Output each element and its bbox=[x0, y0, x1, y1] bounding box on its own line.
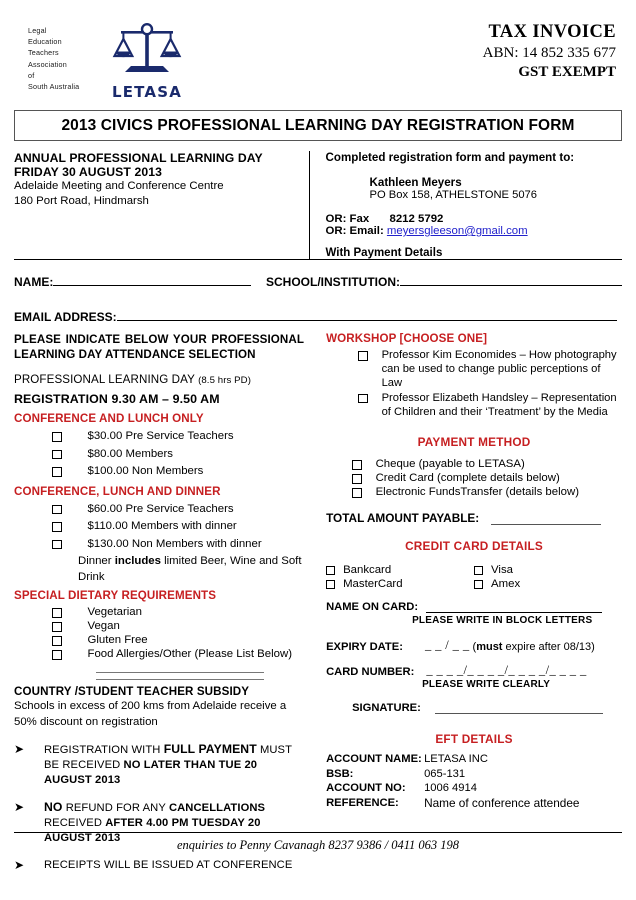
eft-row bbox=[326, 796, 622, 811]
eft-key: BSB: bbox=[326, 767, 354, 780]
total-amount-label: TOTAL AMOUNT PAYABLE: bbox=[326, 511, 480, 526]
card-types-right bbox=[474, 563, 622, 591]
card-type-row[interactable] bbox=[474, 577, 622, 591]
event-address: 180 Port Road, Hindmarsh bbox=[14, 195, 149, 207]
eft-key: ACCOUNT NAME: bbox=[326, 753, 422, 766]
expiry-note-close: ) bbox=[591, 641, 595, 654]
letasa-logo bbox=[108, 22, 186, 101]
lunch-only-heading: CONFERENCE AND LUNCH ONLY bbox=[14, 412, 204, 425]
condition-row bbox=[14, 742, 304, 788]
card-number-label: CARD NUMBER: bbox=[326, 666, 415, 679]
event-heading-1: ANNUAL PROFESSIONAL LEARNING DAY bbox=[14, 151, 263, 165]
checkbox-workshop-0[interactable] bbox=[358, 351, 368, 361]
checkbox-amex[interactable] bbox=[474, 580, 483, 589]
eft-heading: EFT DETAILS bbox=[435, 732, 513, 747]
card-type-label: Amex bbox=[491, 578, 521, 591]
condition-1-bold3: AFTER 4.00 PM TUESDAY 20 AUGUST 2013 bbox=[44, 817, 261, 844]
workshop-option-label: Professor Elizabeth Handsley – Representation of Children and their ‘Treatment’ by the Media bbox=[381, 391, 617, 418]
pd-line bbox=[14, 372, 304, 388]
card-type-label: Bankcard bbox=[343, 564, 392, 577]
brand-word-teachers: Teachers bbox=[28, 48, 59, 58]
name-input[interactable] bbox=[53, 274, 251, 286]
card-types-left bbox=[326, 563, 474, 591]
name-label: NAME: bbox=[14, 275, 54, 289]
payment-option-label: Electronic FundsTransfer (details below) bbox=[375, 486, 579, 499]
workshop-option-label: Professor Kim Economides – How photography can be used to change public perceptions of Law bbox=[381, 349, 617, 390]
abn-line bbox=[483, 45, 616, 62]
expiry-note-rest: expire after 08/13 bbox=[502, 641, 592, 654]
scales-of-justice-icon bbox=[111, 22, 183, 80]
event-details bbox=[14, 151, 309, 259]
expiry-date-row bbox=[326, 638, 622, 653]
checkbox-lunch-only-2[interactable] bbox=[52, 467, 62, 477]
brand-word-education: Education bbox=[28, 37, 62, 47]
name-school-row bbox=[14, 274, 622, 289]
checkbox-lunch-only-0[interactable] bbox=[52, 432, 62, 442]
attendance-instruction: PLEASE INDICATE BELOW YOUR PROFESSIONAL LEARNING DAY ATTENDANCE SELECTION bbox=[14, 333, 305, 361]
checkbox-dietary-1[interactable] bbox=[52, 622, 62, 632]
arrow-bullet-icon: ➤ bbox=[14, 800, 25, 814]
checkbox-visa[interactable] bbox=[474, 566, 483, 575]
payment-option-label: Credit Card (complete details below) bbox=[375, 472, 560, 485]
document-header bbox=[14, 22, 622, 106]
condition-0-bold1: FULL PAYMENT bbox=[163, 742, 257, 756]
card-type-row[interactable] bbox=[326, 563, 474, 577]
card-type-row[interactable] bbox=[326, 577, 474, 591]
association-name-words bbox=[28, 22, 92, 92]
email-link[interactable]: meyersgleeson@gmail.com bbox=[386, 225, 528, 237]
brand-word-association: Association bbox=[28, 59, 67, 69]
payment-option-label: Cheque (payable to LETASA) bbox=[375, 458, 525, 471]
condition-1-part3: RECEIVED bbox=[44, 817, 106, 829]
tax-invoice-block bbox=[483, 22, 622, 81]
subsidy-heading: COUNTRY /STUDENT TEACHER SUBSIDY bbox=[14, 685, 250, 698]
dietary-section-divider bbox=[96, 679, 264, 680]
lunch-dinner-heading: CONFERENCE, LUNCH AND DINNER bbox=[14, 484, 221, 498]
eft-row bbox=[326, 781, 622, 796]
checkbox-lunch-dinner-2[interactable] bbox=[52, 540, 62, 550]
arrow-bullet-icon: ➤ bbox=[14, 858, 25, 872]
workshop-heading: WORKSHOP [CHOOSE ONE] bbox=[326, 332, 488, 345]
logo-wordmark: LETASA bbox=[111, 83, 183, 101]
payment-method-heading: PAYMENT METHOD bbox=[417, 435, 531, 450]
letasa-branding bbox=[14, 22, 186, 101]
eft-value: Name of conference attendee bbox=[424, 795, 580, 810]
eft-key: ACCOUNT NO: bbox=[326, 782, 406, 795]
card-number-row bbox=[326, 663, 622, 678]
option-row[interactable] bbox=[14, 519, 304, 535]
condition-1-bold1: NO bbox=[44, 800, 63, 814]
workshop-option-row[interactable] bbox=[326, 391, 622, 419]
condition-1-part2: REFUND FOR ANY bbox=[62, 802, 169, 814]
dietary-row[interactable] bbox=[14, 647, 304, 661]
dietary-label: Vegan bbox=[87, 620, 120, 632]
registration-time: REGISTRATION 9.30 AM – 9.50 AM bbox=[14, 392, 220, 406]
fax-value: 8212 5792 bbox=[389, 213, 444, 225]
name-on-card-label: NAME ON CARD: bbox=[326, 601, 419, 614]
checkbox-dietary-2[interactable] bbox=[52, 636, 62, 646]
arrow-bullet-icon: ➤ bbox=[14, 742, 25, 756]
signature-label: SIGNATURE: bbox=[352, 702, 421, 715]
expiry-date-label: EXPIRY DATE: bbox=[326, 641, 403, 654]
applicant-fields bbox=[14, 274, 622, 324]
checkbox-bankcard[interactable] bbox=[326, 566, 335, 575]
condition-0-part2: MUST BE RECEIVED bbox=[44, 744, 292, 771]
dinner-note-pre: Dinner bbox=[78, 555, 115, 567]
write-clearly-note: PLEASE WRITE CLEARLY bbox=[422, 679, 551, 691]
total-amount-row bbox=[326, 511, 622, 525]
card-type-label: MasterCard bbox=[343, 578, 403, 591]
name-on-card-row bbox=[326, 601, 622, 613]
expiry-note-bold: must bbox=[476, 641, 503, 654]
school-input[interactable] bbox=[400, 274, 622, 286]
credit-card-heading: CREDIT CARD DETAILS bbox=[405, 539, 543, 554]
option-label: $30.00 Pre Service Teachers bbox=[87, 430, 234, 442]
eft-row bbox=[326, 767, 622, 782]
condition-0-part1: REGISTRATION WITH bbox=[44, 744, 164, 756]
checkbox-payment-1[interactable] bbox=[352, 474, 362, 484]
footer-enquiries: enquiries to Penny Cavanagh 8237 9386 / 0411 063 198 bbox=[176, 838, 460, 852]
contact-address: PO Box 158, ATHELSTONE 5076 bbox=[369, 189, 537, 201]
payment-option-row[interactable] bbox=[326, 471, 622, 485]
option-label: $60.00 Pre Service Teachers bbox=[87, 502, 234, 515]
email-label: OR: Email bbox=[325, 225, 380, 237]
card-number-input[interactable]: _ _ _ _/_ _ _ _/_ _ _ _/_ _ _ _ bbox=[426, 663, 587, 678]
section-rule-top bbox=[14, 259, 622, 260]
school-label: SCHOOL/INSTITUTION: bbox=[266, 275, 400, 289]
condition-0-bold2: NO LATER THAN TUE 20 AUGUST 2013 bbox=[44, 759, 258, 786]
abn-label: ABN: bbox=[482, 45, 519, 61]
option-row[interactable] bbox=[14, 429, 304, 445]
name-on-card-input[interactable] bbox=[426, 601, 602, 613]
checkbox-payment-0[interactable] bbox=[352, 460, 362, 470]
dinner-note-bold: includes bbox=[114, 555, 161, 567]
eft-value: LETASA INC bbox=[424, 753, 488, 766]
form-title-bar bbox=[14, 110, 622, 141]
checkbox-lunch-only-1[interactable] bbox=[52, 450, 62, 460]
workshop-payment-column bbox=[310, 332, 622, 873]
with-payment-details-note: With Payment Details bbox=[325, 247, 443, 259]
checkbox-lunch-dinner-0[interactable] bbox=[52, 505, 62, 515]
event-venue: Adelaide Meeting and Conference Centre bbox=[14, 180, 224, 192]
option-row[interactable] bbox=[14, 502, 304, 518]
expiry-note bbox=[473, 641, 595, 653]
dinner-inclusions-note bbox=[78, 554, 304, 585]
subsidy-text: Schools in excess of 200 kms from Adelaide receive a 50% discount on registration bbox=[14, 700, 287, 728]
checkbox-payment-2[interactable] bbox=[352, 488, 362, 498]
payment-option-row[interactable] bbox=[326, 457, 622, 471]
eft-details-table bbox=[326, 752, 622, 810]
dietary-label: Vegetarian bbox=[87, 606, 142, 618]
abn-value: 14 852 335 677 bbox=[522, 45, 616, 61]
option-row[interactable] bbox=[14, 447, 304, 463]
credit-card-types bbox=[326, 563, 622, 591]
expiry-note-open: ( bbox=[472, 641, 477, 654]
checkbox-mastercard[interactable] bbox=[326, 580, 335, 589]
option-row[interactable] bbox=[14, 464, 304, 480]
dietary-heading: SPECIAL DIETARY REQUIREMENTS bbox=[14, 589, 217, 602]
email-row bbox=[14, 309, 622, 324]
eft-value: 1006 4914 bbox=[424, 782, 477, 795]
eft-key: REFERENCE: bbox=[326, 796, 399, 809]
card-type-label: Visa bbox=[491, 564, 513, 577]
signature-input[interactable] bbox=[435, 702, 603, 714]
expiry-date-input[interactable]: _ _ / _ _ bbox=[424, 638, 470, 653]
pd-hours: (8.5 hrs PD) bbox=[198, 375, 251, 386]
card-type-row[interactable] bbox=[474, 563, 622, 577]
condition-1-bold2: CANCELLATIONS bbox=[168, 802, 266, 814]
dietary-label: Food Allergies/Other (Please List Below) bbox=[87, 648, 292, 660]
total-amount-input[interactable] bbox=[491, 512, 601, 525]
condition-text bbox=[44, 742, 304, 788]
tax-invoice-title: TAX INVOICE bbox=[488, 22, 616, 42]
contact-name: Kathleen Meyers bbox=[369, 176, 462, 189]
eft-value: 065-131 bbox=[424, 767, 466, 780]
brand-word-legal: Legal bbox=[28, 26, 47, 35]
main-body bbox=[14, 332, 622, 873]
dietary-write-in-line[interactable] bbox=[96, 665, 264, 673]
attendance-column bbox=[14, 332, 310, 873]
option-label: $80.00 Members bbox=[87, 447, 173, 460]
gst-exempt-label: GST EXEMPT bbox=[518, 64, 616, 80]
payment-option-row[interactable] bbox=[326, 485, 622, 499]
email-address-input[interactable] bbox=[117, 309, 617, 321]
dietary-label: Gluten Free bbox=[87, 634, 148, 646]
checkbox-dietary-0[interactable] bbox=[52, 608, 62, 618]
eft-row bbox=[326, 752, 622, 767]
option-label: $110.00 Members with dinner bbox=[87, 520, 237, 532]
dietary-row[interactable] bbox=[14, 619, 304, 633]
event-and-payment-section bbox=[14, 151, 622, 259]
option-row[interactable] bbox=[14, 537, 304, 553]
fax-label: OR: Fax bbox=[325, 213, 370, 225]
event-heading-2: FRIDAY 30 AUGUST 2013 bbox=[14, 165, 162, 179]
option-label: $100.00 Non Members bbox=[87, 465, 204, 477]
email-address-label: EMAIL ADDRESS: bbox=[14, 310, 117, 324]
condition-row bbox=[14, 858, 304, 873]
option-label: $130.00 Non Members with dinner bbox=[87, 537, 262, 550]
dietary-row[interactable] bbox=[14, 605, 304, 619]
page-title: 2013 CIVICS PROFESSIONAL LEARNING DAY REGISTRATION FORM bbox=[61, 116, 575, 134]
workshop-option-row[interactable] bbox=[326, 348, 622, 391]
dinner-note-post: limited Beer, Wine and Soft Drink bbox=[78, 555, 302, 583]
brand-word-of: of bbox=[28, 70, 35, 80]
block-letters-note: PLEASE WRITE IN BLOCK LETTERS bbox=[412, 615, 593, 627]
checkbox-dietary-3[interactable] bbox=[52, 650, 62, 660]
checkbox-lunch-dinner-1[interactable] bbox=[52, 522, 62, 532]
condition-text: RECEIPTS WILL BE ISSUED AT CONFERENCE bbox=[44, 859, 293, 871]
signature-row bbox=[326, 702, 622, 714]
checkbox-workshop-1[interactable] bbox=[358, 394, 368, 404]
brand-word-south-australia: South Australia bbox=[28, 82, 80, 92]
footer-rule bbox=[14, 832, 622, 833]
dietary-row[interactable] bbox=[14, 633, 304, 647]
pd-label: PROFESSIONAL LEARNING DAY bbox=[14, 373, 195, 386]
payment-to-details: Completed registration form and payment to: Kathleen Meyers PO Box 158, ATHELSTONE 5076 OR: Fax 8212 5792 OR: Email: meyersgleeson@gmail.com With Payment Details bbox=[310, 151, 622, 259]
payment-to-heading: Completed registration form and payment to: bbox=[325, 151, 575, 164]
